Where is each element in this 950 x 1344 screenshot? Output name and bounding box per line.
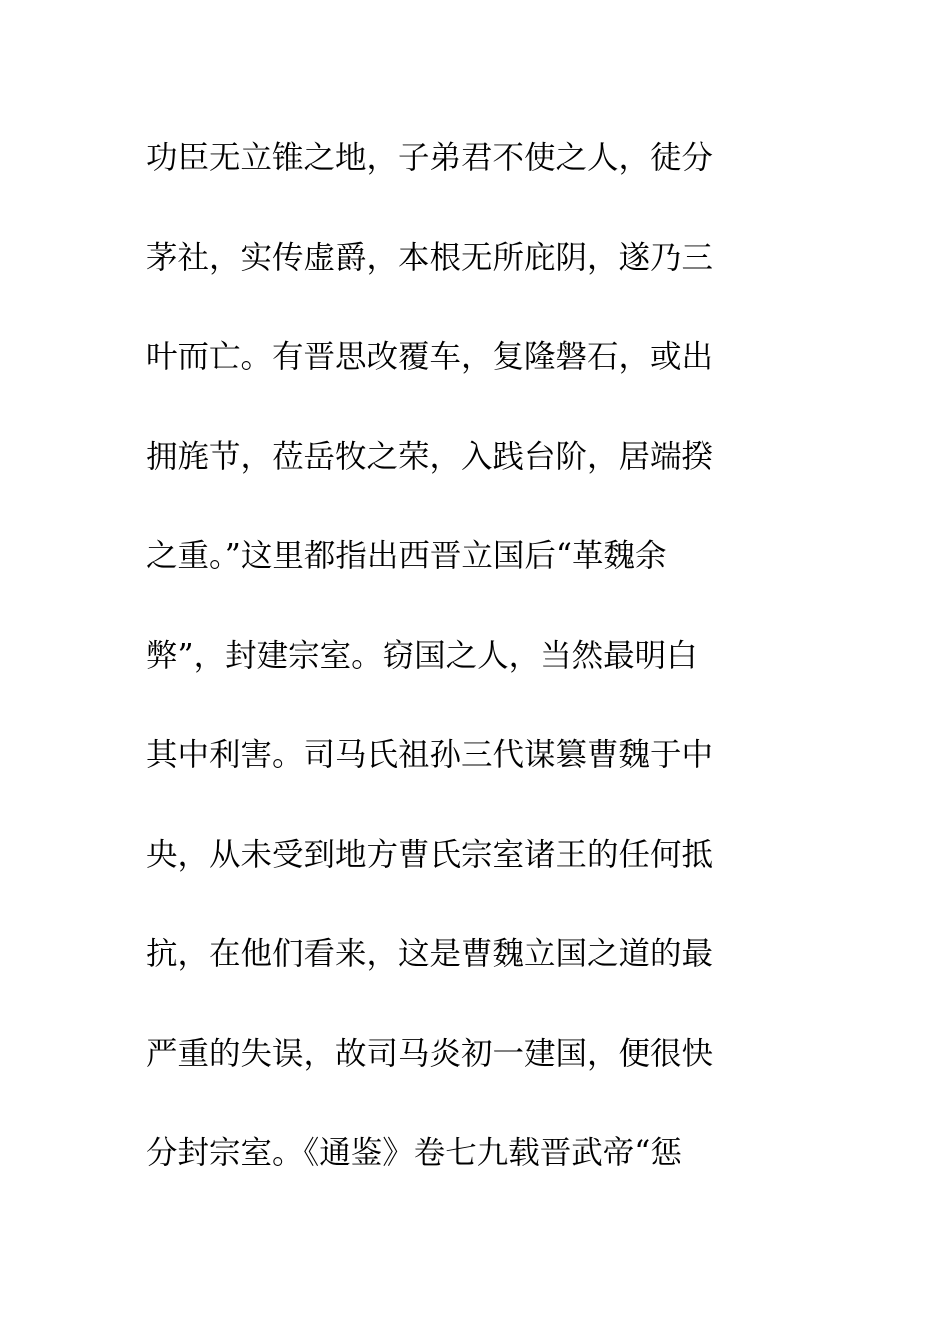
text-line: 叶而亡。有晋思改覆车，复隆磐石，或出 — [146, 339, 714, 375]
text-line: 弊”，封建宗室。窃国之人，当然最明白 — [146, 637, 698, 674]
text-line: 茅社，实传虚爵，本根无所庇阴，遂乃三 — [146, 239, 714, 276]
text-line: 抗，在他们看来，这是曹魏立国之道的最 — [146, 936, 714, 972]
text-line: 之重。”这里都指出西晋立国后“革魏余 — [146, 538, 667, 574]
text-line: 拥旄节，莅岳牧之荣，入践台阶，居端揆 — [146, 438, 714, 475]
body-text — [146, 126, 786, 1221]
text-line: 央，从未受到地方曹氏宗室诸王的任何抵 — [146, 836, 714, 873]
text-line: 其中利害。司马氏祖孙三代谋篡曹魏于中 — [146, 737, 714, 773]
text-line: 功臣无立锥之地，子弟君不使之人，徒分 — [146, 140, 714, 176]
text-line: 严重的失误，故司马炎初一建国，便很快 — [146, 1035, 714, 1072]
text-line: 分封宗室。《通鉴》卷七九载晋武帝“惩 — [146, 1135, 682, 1171]
